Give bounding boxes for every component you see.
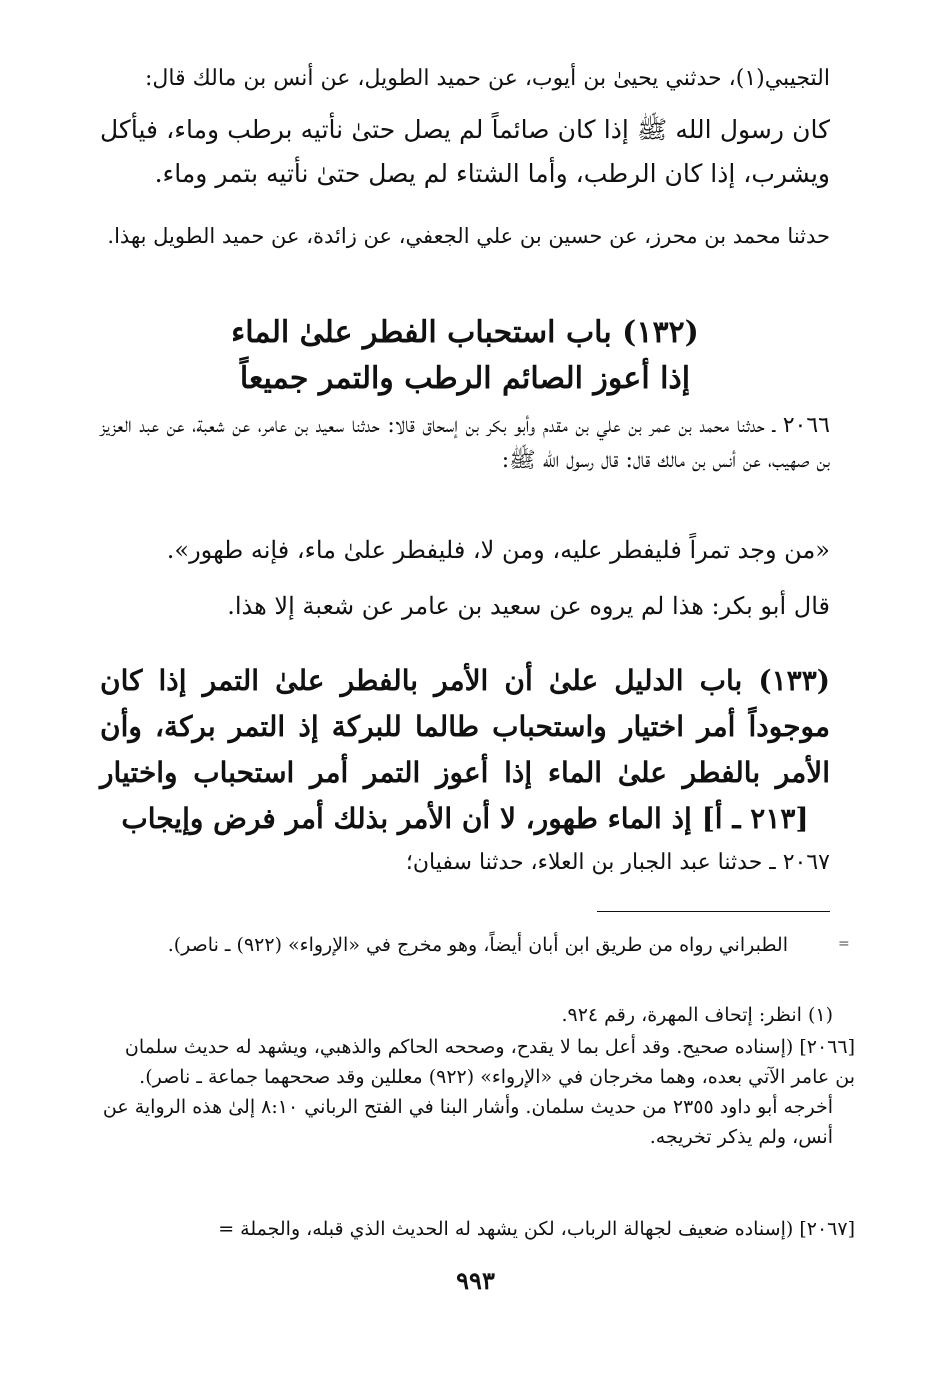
footnote-2067 <box>100 1214 855 1244</box>
footnote-2066-text-b: أخرجه أبو داود ٢٣٥٥ من حديث سلمان. وأشار البنا في الفتح الرباني ٨:١٠ إلىٰ هذه الرواية عن أنس، ولم يذكر تخريجه. <box>102 1096 833 1148</box>
footnote-2066-text-a: (إسناده صحيح. وقد أعل بما لا يقدح، وصححه الحاكم والذهبي، ويشهد له حديث سلمان بن عامر الآتي بعده، وهما مخرجان في «الإرواء» (٩٢٢) معللين وقد صححهما جماعة ـ ناصر). <box>124 1036 855 1088</box>
footnote-continuation-text: الطبراني رواه من طريق ابن أبان أيضاً، وهو مخرج في «الإرواء» (٩٢٢) ـ ناصر). <box>167 934 788 956</box>
footnote-1-text: (١) انظر: إتحاف المهرة، رقم ٩٢٤. <box>561 1004 833 1026</box>
hadith-2067-isnad: ٢٠٦٧ ـ حدثنا عبد الجبار بن العلاء، حدثنا سفيان؛ <box>405 850 830 875</box>
footnote-2067-tag: [٢٠٦٧] <box>799 1218 855 1240</box>
footnote-1 <box>100 1000 855 1030</box>
page-number: ٩٩٣ <box>456 1266 495 1295</box>
footnote-2066-tag: [٢٠٦٦] <box>799 1036 855 1058</box>
chapter-133-title: (١٣٣) باب الدليل علىٰ أن الأمر بالفطر علىٰ التمر إذا كان موجوداً أمر اختيار واستحباب طالما للبركة إذ التمر بركة، وأن الأمر بالفطر علىٰ الماء إذا أعوز التمر أمر استحباب واختيار [٢١٣ ـ أ] إذ الماء طهور، لا أن الأمر بذلك أمر فرض وإيجاب <box>100 664 830 835</box>
second-isnad: حدثنا محمد بن محرز، عن حسين بن علي الجعفي، عن زائدة، عن حميد الطويل بهذا. <box>107 224 830 248</box>
continuation-mark: = <box>838 936 850 952</box>
chapter-132-title-line-1: (١٣٢) باب استحباب الفطر علىٰ الماء <box>231 315 699 350</box>
footnote-continuation <box>100 930 810 960</box>
footnote-2066 <box>100 1032 855 1152</box>
top-isnad-paragraph: التجيبي(١)، حدثني يحيىٰ بن أيوب، عن حميد الطويل، عن أنس بن مالك قال: <box>145 66 830 91</box>
hadith-2066-text: «من وجد تمراً فليفطر عليه، ومن لا، فليفطر علىٰ ماء، فإنه طهور». <box>166 536 830 564</box>
footnote-2067-text: (إسناده ضعيف لجهالة الرباب، لكن يشهد له الحديث الذي قبله، والجملة = <box>218 1218 794 1240</box>
hadith-text: كان رسول الله ﷺ إذا كان صائماً لم يصل حتىٰ نأتيه برطب وماء، فيأكل ويشرب، إذا كان الرطب، وأما الشتاء لم يصل حتىٰ نأتيه بتمر وماء. <box>100 115 830 188</box>
footnote-separator <box>597 911 830 912</box>
chapter-132-title-line-2: إذا أعوز الصائم الرطب والتمر جميعاً <box>239 361 691 396</box>
hadith-2066-isnad: ٢٠٦٦ ـ حدثنا محمد بن عمر بن علي بن مقدم وأبو بكر بن إسحاق قالا: حدثنا سعيد بن عامر، عن شعبة، عن عبد العزيز بن صهيب، عن أنس بن مالك قال: قال رسول الله ﷺ: <box>100 413 830 473</box>
abu-bakr-note: قال أبو بكر: هذا لم يروه عن سعيد بن عامر عن شعبة إلا هذا. <box>227 592 830 620</box>
